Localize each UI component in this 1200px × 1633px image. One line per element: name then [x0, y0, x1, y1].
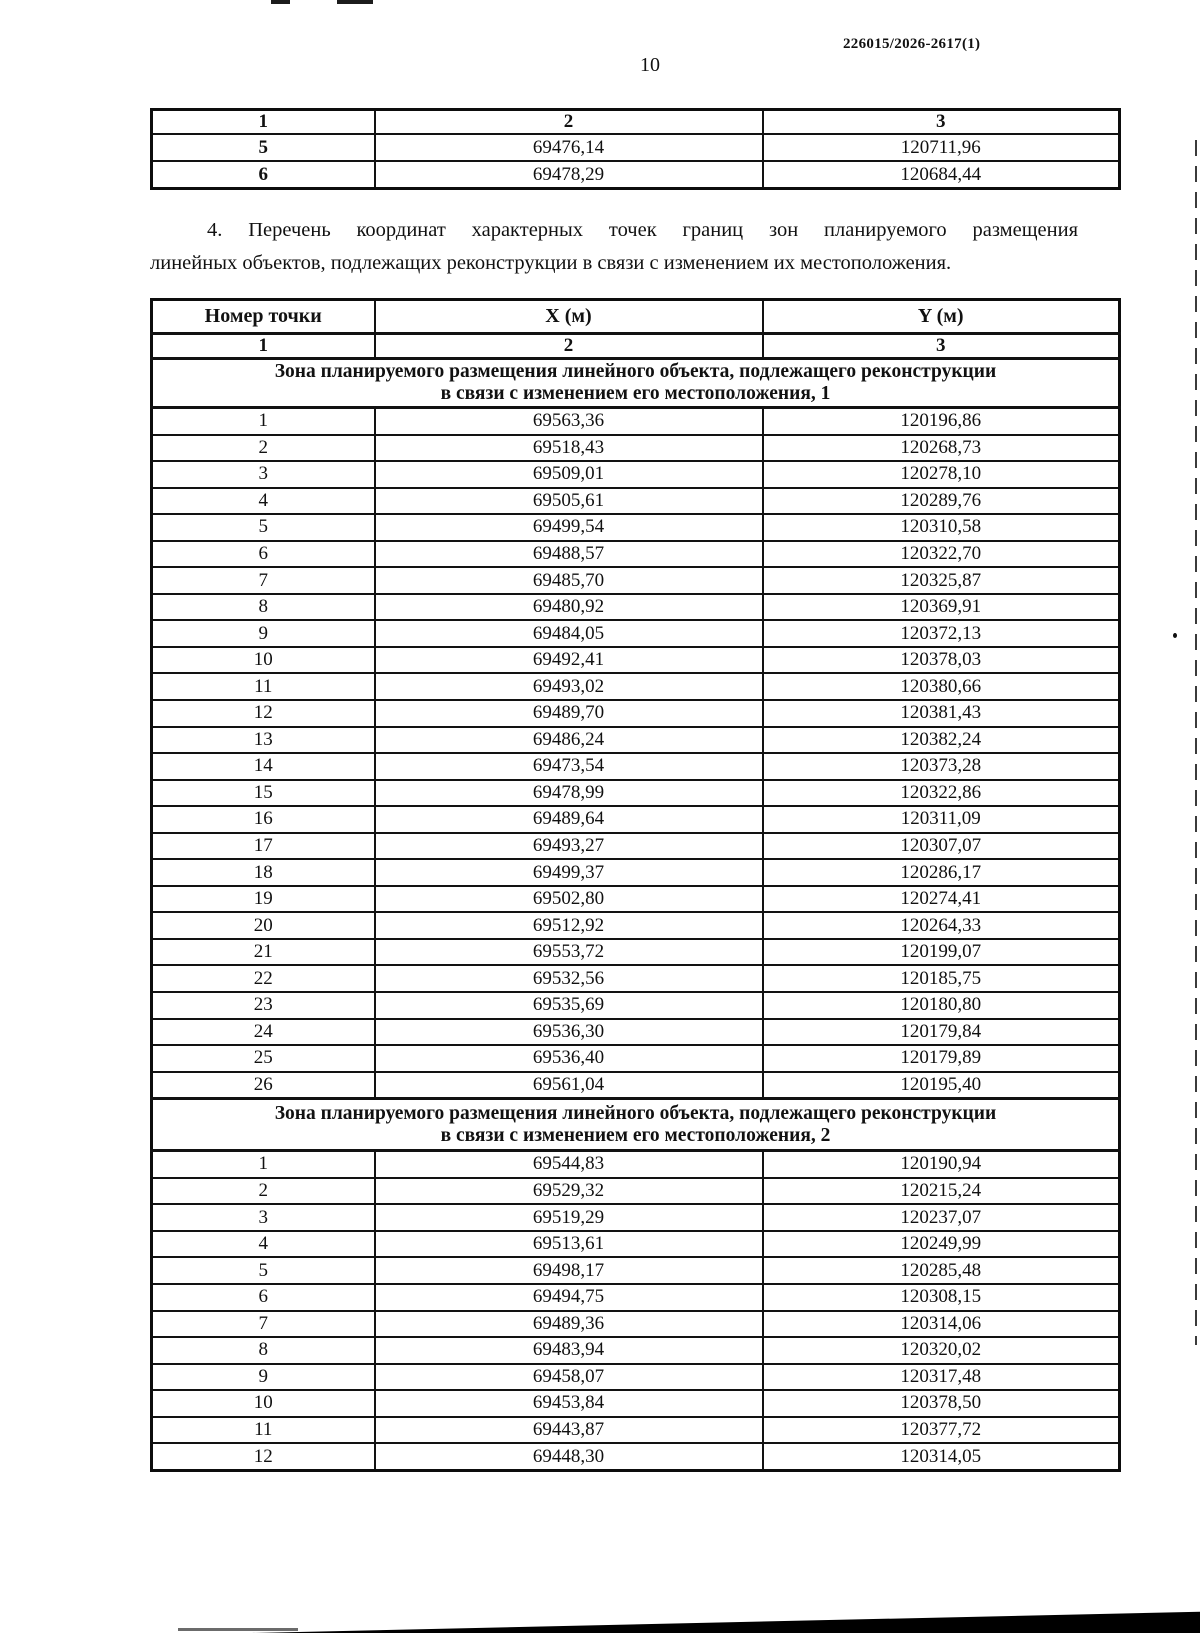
table-cell: 69499,37 [375, 859, 763, 886]
scan-artifact-top-mark [337, 0, 373, 4]
table-cell: 69499,54 [375, 514, 763, 541]
table-cell: 13 [152, 727, 375, 754]
column-number: 3 [763, 334, 1120, 359]
table-cell: 11 [152, 1417, 375, 1444]
table-cell: 1 [152, 408, 375, 435]
table-cell: 69553,72 [375, 939, 763, 966]
table-cell: 69443,87 [375, 1417, 763, 1444]
paragraph-line: 4. Перечень координат характерных точек границ зон планируемого размещения [207, 219, 1078, 241]
page-number: 10 [640, 54, 660, 76]
table-cell: 120684,44 [763, 161, 1120, 189]
table-cell: 69536,40 [375, 1045, 763, 1072]
table-row [152, 1045, 1120, 1072]
column-number-row [152, 334, 1120, 359]
zone-2-title-row [152, 1099, 1120, 1151]
table-cell: 69505,61 [375, 488, 763, 515]
table-cell: 120196,86 [763, 408, 1120, 435]
table-cell: 120308,15 [763, 1284, 1120, 1311]
table-cell: 120179,89 [763, 1045, 1120, 1072]
table-cell: 120380,66 [763, 673, 1120, 700]
table-cell: 69489,64 [375, 806, 763, 833]
table-cell: 22 [152, 965, 375, 992]
scan-artifact-margin-line [1195, 140, 1197, 1345]
table-cell: 18 [152, 859, 375, 886]
table-cell: 120289,76 [763, 488, 1120, 515]
table-cell: 120381,43 [763, 700, 1120, 727]
table-cell: 120320,02 [763, 1337, 1120, 1364]
table-row [152, 134, 1120, 161]
table-cell: 120369,91 [763, 594, 1120, 621]
table-row [152, 859, 1120, 886]
table-cell: 69518,43 [375, 435, 763, 462]
table-cell: 120268,73 [763, 435, 1120, 462]
table-cell: 69473,54 [375, 753, 763, 780]
table-cell: 2 [152, 435, 375, 462]
table-cell: 120711,96 [763, 134, 1120, 161]
table-cell: 120378,03 [763, 647, 1120, 674]
table-cell: 21 [152, 939, 375, 966]
table-cell: 69480,92 [375, 594, 763, 621]
zone-title-line: Зона планируемого размещения линейного объекта, подлежащего реконструкции [274, 361, 997, 382]
table-row [152, 647, 1120, 674]
table-cell: 14 [152, 753, 375, 780]
table-cell: 69493,02 [375, 673, 763, 700]
zone-title-line: Зона планируемого размещения линейного объекта, подлежащего реконструкции [274, 1102, 997, 1124]
table-row [152, 992, 1120, 1019]
table-row [152, 1311, 1120, 1338]
table-row [152, 965, 1120, 992]
table-cell: 69561,04 [375, 1072, 763, 1099]
table-cell: 5 [152, 1257, 375, 1284]
table-row [152, 435, 1120, 462]
table-cell: 120274,41 [763, 886, 1120, 913]
table-cell: 120322,86 [763, 780, 1120, 807]
document-number: 226015/2026-2617(1) [843, 36, 981, 52]
table-cell: 120322,70 [763, 541, 1120, 568]
table-row [152, 1019, 1120, 1046]
table-cell: 69563,36 [375, 408, 763, 435]
table-cell: 120185,75 [763, 965, 1120, 992]
table-cell: 4 [152, 1231, 375, 1258]
table-row [152, 1204, 1120, 1231]
scan-artifact-top-mark [271, 0, 290, 4]
table-cell: 15 [152, 780, 375, 807]
table-cell: 120264,33 [763, 912, 1120, 939]
table-cell: 120286,17 [763, 859, 1120, 886]
table-row [152, 1443, 1120, 1470]
table-cell: 3 [152, 461, 375, 488]
zone-title-line: в связи с изменением его местоположения, 1 [440, 383, 831, 404]
column-number: 1 [152, 110, 375, 135]
table-cell: 16 [152, 806, 375, 833]
table-cell: 120373,28 [763, 753, 1120, 780]
table-row [152, 514, 1120, 541]
table-cell: 19 [152, 886, 375, 913]
zone-1-title-row [152, 359, 1120, 408]
table-row [152, 1417, 1120, 1444]
table-row [152, 1151, 1120, 1178]
table-row [152, 939, 1120, 966]
table-cell: 69494,75 [375, 1284, 763, 1311]
table-cell: 69509,01 [375, 461, 763, 488]
table-cell: 120314,05 [763, 1443, 1120, 1470]
table-cell: 120317,48 [763, 1364, 1120, 1391]
table-cell: 120314,06 [763, 1311, 1120, 1338]
table-cell: 24 [152, 1019, 375, 1046]
table-cell: 120180,80 [763, 992, 1120, 1019]
table-cell: 69519,29 [375, 1204, 763, 1231]
table-cell: 69488,57 [375, 541, 763, 568]
table-cell: 120285,48 [763, 1257, 1120, 1284]
paragraph-line: линейных объектов, подлежащих реконструкции в связи с изменением их местоположения. [150, 252, 952, 274]
table-cell: 69448,30 [375, 1443, 763, 1470]
table-cell: 7 [152, 1311, 375, 1338]
table-cell: 11 [152, 673, 375, 700]
table-row [152, 1364, 1120, 1391]
table-row [152, 833, 1120, 860]
table-row [152, 1257, 1120, 1284]
table-cell: 7 [152, 567, 375, 594]
scan-artifact-bottom-line [178, 1628, 298, 1631]
table-cell: 69476,14 [375, 134, 763, 161]
table-cell: 120310,58 [763, 514, 1120, 541]
table-cell: 69486,24 [375, 727, 763, 754]
table-cell: 12 [152, 1443, 375, 1470]
table-cell: 9 [152, 1364, 375, 1391]
table-row [152, 700, 1120, 727]
table-row [152, 488, 1120, 515]
header-y-coordinate: Y (м) [763, 300, 1120, 334]
table-cell: 69529,32 [375, 1178, 763, 1205]
table-cell: 69478,99 [375, 780, 763, 807]
table-cell: 120278,10 [763, 461, 1120, 488]
column-number: 2 [375, 334, 763, 359]
table-row [152, 408, 1120, 435]
table-cell: 69512,92 [375, 912, 763, 939]
table-cell: 120249,99 [763, 1231, 1120, 1258]
table-cell: 69544,83 [375, 1151, 763, 1178]
table-cell: 69478,29 [375, 161, 763, 189]
table-cell: 69483,94 [375, 1337, 763, 1364]
table-cell: 69484,05 [375, 620, 763, 647]
table-cell: 23 [152, 992, 375, 1019]
coordinates-table-main [150, 298, 1121, 1472]
table-cell: 10 [152, 1390, 375, 1417]
table-cell: 26 [152, 1072, 375, 1099]
table-cell: 120179,84 [763, 1019, 1120, 1046]
table-row [152, 1178, 1120, 1205]
table-cell: 4 [152, 488, 375, 515]
zone-1-title-cell [152, 359, 1120, 408]
table-cell: 120307,07 [763, 833, 1120, 860]
table-cell: 120237,07 [763, 1204, 1120, 1231]
table-cell: 3 [152, 1204, 375, 1231]
table-row [152, 567, 1120, 594]
table-cell: 20 [152, 912, 375, 939]
table-cell: 9 [152, 620, 375, 647]
table-cell: 12 [152, 700, 375, 727]
table-row [152, 727, 1120, 754]
section-4-paragraph [150, 214, 1078, 280]
table-row [152, 161, 1120, 189]
table-cell: 69498,17 [375, 1257, 763, 1284]
table-cell: 120190,94 [763, 1151, 1120, 1178]
table-cell: 10 [152, 647, 375, 674]
table-row [152, 1337, 1120, 1364]
table-cell: 69493,27 [375, 833, 763, 860]
table-cell: 69453,84 [375, 1390, 763, 1417]
scan-artifact-dot [1173, 633, 1177, 638]
table-cell: 6 [152, 161, 375, 189]
table-cell: 120378,50 [763, 1390, 1120, 1417]
table-cell: 120325,87 [763, 567, 1120, 594]
zone-2-title-cell [152, 1099, 1120, 1151]
table-row [152, 594, 1120, 621]
table-cell: 69535,69 [375, 992, 763, 1019]
column-number: 3 [763, 110, 1120, 135]
table-cell: 69489,70 [375, 700, 763, 727]
column-number-row [152, 110, 1120, 135]
table-row [152, 620, 1120, 647]
table-cell: 6 [152, 541, 375, 568]
header-point-number: Номер точки [152, 300, 375, 334]
table-row [152, 780, 1120, 807]
table-cell: 69513,61 [375, 1231, 763, 1258]
table-cell: 8 [152, 1337, 375, 1364]
table-row [152, 806, 1120, 833]
table-cell: 120372,13 [763, 620, 1120, 647]
table-cell: 69458,07 [375, 1364, 763, 1391]
table-row [152, 1284, 1120, 1311]
table-row [152, 886, 1120, 913]
table-row [152, 753, 1120, 780]
table-cell: 1 [152, 1151, 375, 1178]
table-cell: 2 [152, 1178, 375, 1205]
table-row [152, 1072, 1120, 1099]
table-header-row [152, 300, 1120, 334]
header-x-coordinate: X (м) [375, 300, 763, 334]
table-row [152, 461, 1120, 488]
table-cell: 120195,40 [763, 1072, 1120, 1099]
table-cell: 17 [152, 833, 375, 860]
table-cell: 69485,70 [375, 567, 763, 594]
table-cell: 69489,36 [375, 1311, 763, 1338]
table-cell: 120215,24 [763, 1178, 1120, 1205]
table-row [152, 673, 1120, 700]
table-cell: 120311,09 [763, 806, 1120, 833]
table-cell: 120382,24 [763, 727, 1120, 754]
column-number: 2 [375, 110, 763, 135]
table-cell: 25 [152, 1045, 375, 1072]
table-cell: 6 [152, 1284, 375, 1311]
coordinates-table-continuation [150, 108, 1121, 190]
table-cell: 69532,56 [375, 965, 763, 992]
table-cell: 5 [152, 514, 375, 541]
table-row [152, 1390, 1120, 1417]
table-row [152, 912, 1120, 939]
table-cell: 8 [152, 594, 375, 621]
table-cell: 120199,07 [763, 939, 1120, 966]
table-cell: 69536,30 [375, 1019, 763, 1046]
column-number: 1 [152, 334, 375, 359]
table-row [152, 541, 1120, 568]
table-cell: 69492,41 [375, 647, 763, 674]
table-cell: 5 [152, 134, 375, 161]
table-row [152, 1231, 1120, 1258]
table-cell: 120377,72 [763, 1417, 1120, 1444]
zone-title-line: в связи с изменением его местоположения, 2 [440, 1124, 831, 1146]
table-cell: 69502,80 [375, 886, 763, 913]
